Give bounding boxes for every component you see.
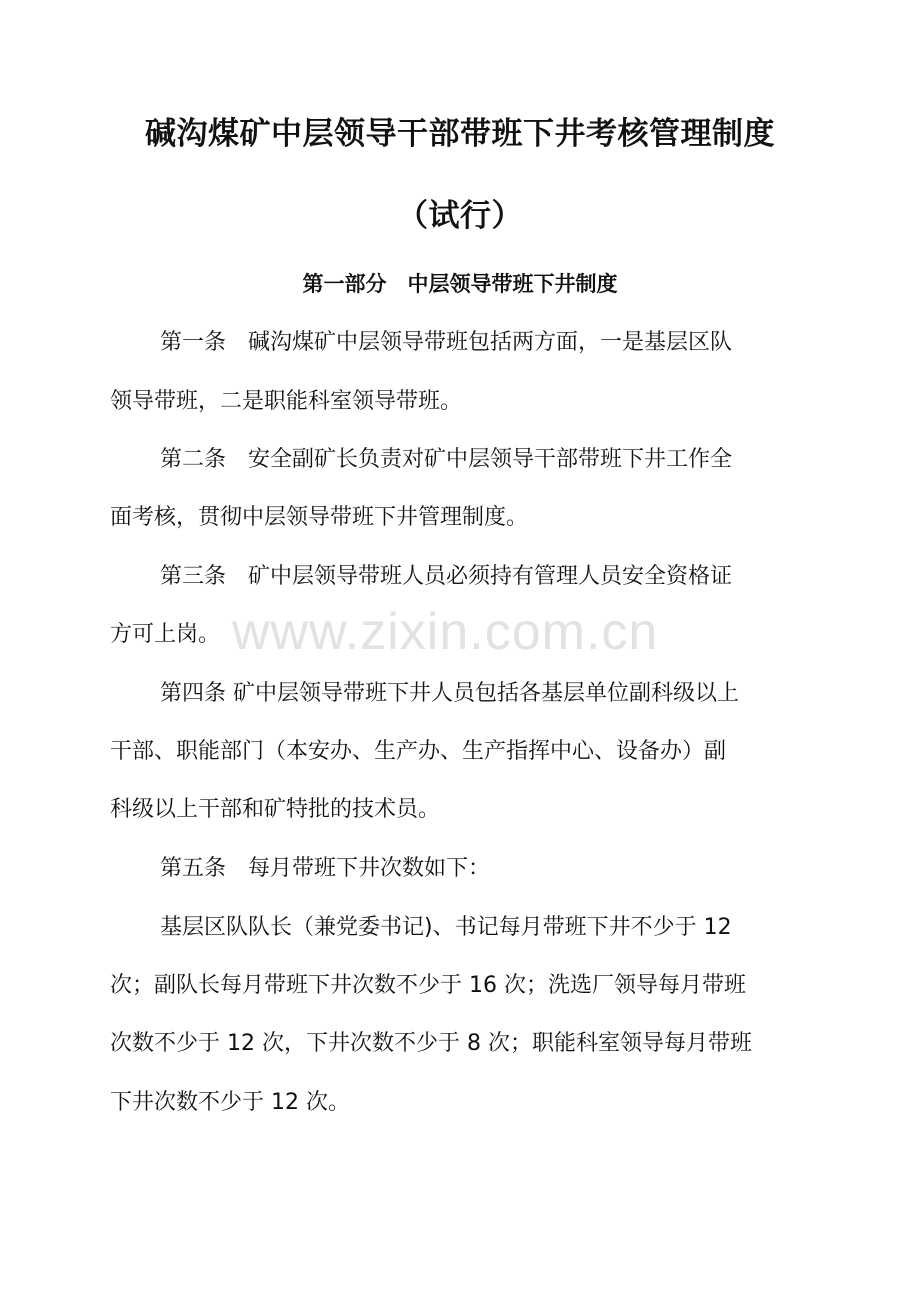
document-title: 碱沟煤矿中层领导干部带班下井考核管理制度 <box>145 116 775 152</box>
article-3-line-2: 方可上岗。 <box>110 622 221 647</box>
article-2-line-1: 第二条 安全副矿长负责对矿中层领导干部带班下井工作全 <box>160 447 733 472</box>
quota-line-1: 基层区队队长（兼党委书记)、书记每月带班下井不少于 12 <box>160 915 732 940</box>
watermark: www.zixin.com.cn <box>232 603 659 661</box>
article-1-line-2: 领导带班，二是职能科室领导带班。 <box>110 389 463 414</box>
article-1-line-1: 第一条 碱沟煤矿中层领导带班包括两方面，一是基层区队 <box>160 330 733 355</box>
article-3-line-1: 第三条 矿中层领导带班人员必须持有管理人员安全资格证 <box>160 564 733 589</box>
article-4-line-1: 第四条 矿中层领导带班下井人员包括各基层单位副科级以上 <box>160 681 739 706</box>
article-4-line-3: 科级以上干部和矿特批的技术员。 <box>110 797 441 822</box>
quota-line-2: 次；副队长每月带班下井次数不少于 16 次；洗选厂领导每月带班 <box>110 973 746 998</box>
article-4-line-2: 干部、职能部门（本安办、生产办、生产指挥中心、设备办）副 <box>110 739 727 764</box>
quota-line-3: 次数不少于 12 次，下井次数不少于 8 次；职能科室领导每月带班 <box>110 1031 752 1056</box>
section-heading: 第一部分 中层领导带班下井制度 <box>302 272 618 296</box>
article-2-line-2: 面考核，贯彻中层领导带班下井管理制度。 <box>110 505 529 530</box>
article-5-line-1: 第五条 每月带班下井次数如下： <box>160 856 491 881</box>
document-subtitle: （试行） <box>397 198 523 234</box>
quota-line-4: 下井次数不少于 12 次。 <box>110 1090 350 1115</box>
